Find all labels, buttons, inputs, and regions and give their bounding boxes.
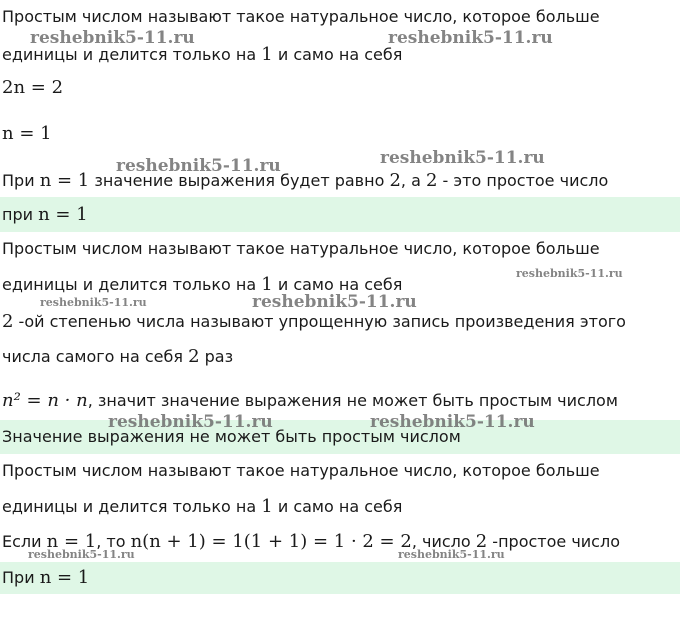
s2-power-count: 2 <box>188 346 200 367</box>
s1-when-value-2: 2 <box>425 170 438 191</box>
s1-answer-a: при <box>2 205 34 224</box>
s2-def-text-b: и само на себя <box>277 275 403 294</box>
s2-power-text: -ой степенью числа называют упрощенную запись произведения этого <box>18 312 626 331</box>
s3-if-number: 2 <box>475 531 488 552</box>
s1-equation-1: 2n = 2 <box>2 77 64 98</box>
s1-when-b: значение выражения будет равно <box>94 171 385 190</box>
s1-when-value: 2 <box>389 170 401 191</box>
s3-if-b: , то <box>96 532 126 551</box>
watermark: reshebnik5-11.ru <box>40 296 147 309</box>
s1-def-text-a: единицы и делится только на <box>2 45 257 64</box>
watermark: reshebnik5-11.ru <box>398 548 505 561</box>
s1-when-c: , а <box>400 171 421 190</box>
s1-when-a: При <box>2 171 35 190</box>
s3-if-c: , число <box>411 532 471 551</box>
s2-answer: Значение выражения не может быть простым числом <box>2 427 461 446</box>
watermark: reshebnik5-11.ru <box>380 148 545 168</box>
s3-def-number: 1 <box>261 496 273 517</box>
s3-def-text-a: единицы и делится только на <box>2 497 257 516</box>
watermark: reshebnik5-11.ru <box>252 292 417 312</box>
watermark: reshebnik5-11.ru <box>516 267 623 280</box>
watermark: reshebnik5-11.ru <box>388 28 553 48</box>
s3-if-d: -простое число <box>492 532 620 551</box>
s1-when-e: - это простое число <box>442 171 609 190</box>
s1-conclusion <box>0 170 680 192</box>
s2-power-line1 <box>0 311 680 333</box>
s3-answer-n: n = 1 <box>39 567 90 588</box>
s2-square-math: n² = n · n <box>2 390 88 411</box>
watermark: reshebnik5-11.ru <box>116 156 281 176</box>
s3-definition-line2 <box>0 496 680 518</box>
s3-if-a: Если <box>2 532 42 551</box>
s1-answer-n: n = 1 <box>38 204 88 225</box>
s3-definition-line1: Простым числом называют такое натуральное число, которое больше <box>2 461 600 480</box>
s2-definition-line1: Простым числом называют такое натуральное число, которое больше <box>2 239 600 258</box>
s1-answer <box>0 204 680 226</box>
watermark: reshebnik5-11.ru <box>30 28 195 48</box>
s2-square-text: , значит значение выражения не может быть простым числом <box>87 391 618 410</box>
s2-power-number: 2 <box>2 311 14 332</box>
s1-def-number: 1 <box>261 44 273 65</box>
s3-answer-a: При <box>2 568 35 587</box>
s1-def-text-b: и само на себя <box>277 45 403 64</box>
s2-square-line <box>0 390 680 412</box>
watermark: reshebnik5-11.ru <box>370 412 535 432</box>
s2-power-line2 <box>0 346 680 368</box>
s3-if-math: n(n + 1) = 1(1 + 1) = 1 · 2 = 2 <box>130 531 412 552</box>
s1-definition-line1: Простым числом называют такое натуральное число, которое больше <box>2 7 600 26</box>
watermark: reshebnik5-11.ru <box>108 412 273 432</box>
s2-power-text-b: раз <box>204 347 234 366</box>
s3-def-text-b: и само на себя <box>277 497 403 516</box>
s2-def-text-a: единицы и делится только на <box>2 275 257 294</box>
s1-equation-2: n = 1 <box>2 123 52 144</box>
s2-def-number: 1 <box>261 274 273 295</box>
s3-answer <box>0 567 680 589</box>
s1-when-n: n = 1 <box>39 170 90 191</box>
watermark: reshebnik5-11.ru <box>28 548 135 561</box>
s2-power-text-a: числа самого на себя <box>2 347 183 366</box>
s3-if-n: n = 1 <box>46 531 97 552</box>
